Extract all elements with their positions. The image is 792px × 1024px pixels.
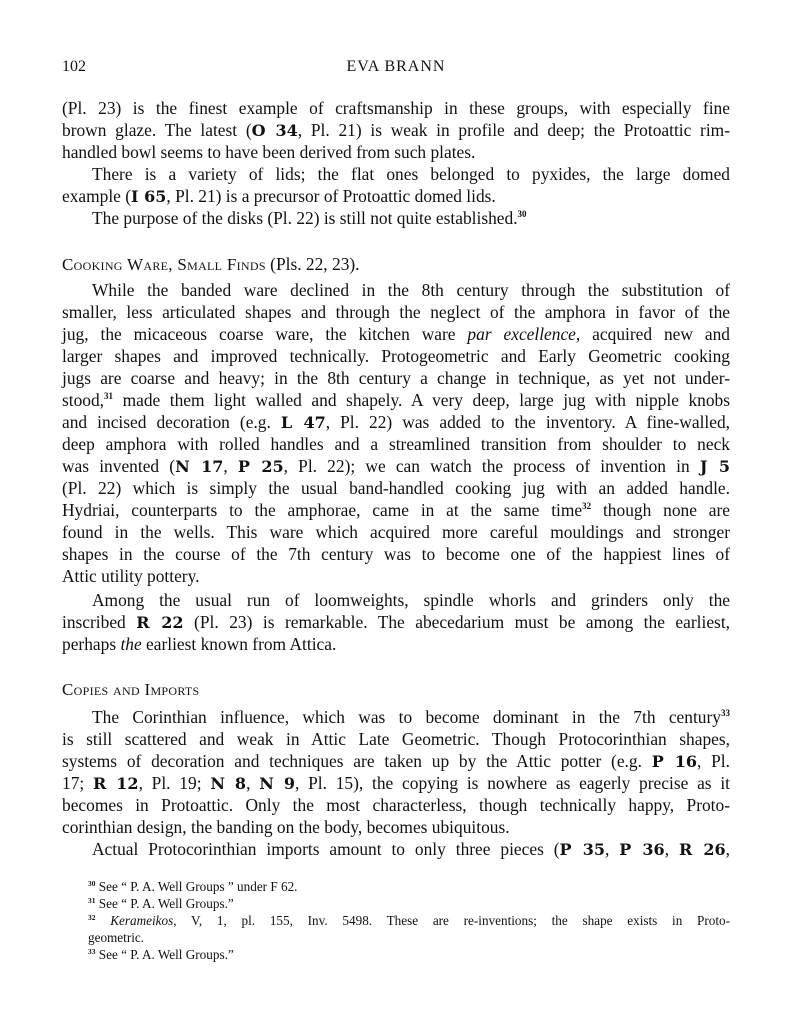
catalog-ref: N 8 bbox=[210, 774, 247, 793]
footnote-marker: 33 bbox=[721, 708, 730, 718]
text-line: corinthian design, the banding on the body, becomes ubiquitous. bbox=[62, 817, 510, 837]
text-line: smaller, less articulated shapes and through the neglect of the amphora in favor of the bbox=[62, 302, 730, 322]
catalog-ref: P 25 bbox=[237, 457, 284, 476]
text-line: is still scattered and weak in Attic Late Geometric. Though Protocorinthian shapes, bbox=[62, 729, 730, 749]
catalog-ref: J 5 bbox=[699, 457, 730, 476]
footnote-32-cont: geometric. bbox=[88, 930, 145, 945]
text-line: stood,$^{31}$ made them light walled and shapely. A very deep, large jug with nipple knobs bbox=[62, 390, 730, 410]
catalog-ref: R 12 bbox=[93, 774, 139, 793]
text-line: The Corinthian influence, which was to become dominant in the 7th century$^{33}$ bbox=[92, 707, 730, 727]
footnote-marker: 30 bbox=[517, 209, 527, 219]
page-number: 102 bbox=[62, 58, 86, 75]
text-line: brown glaze. The latest (O 34, Pl. 21) is weak in profile and deep; the Protoattic rim- bbox=[62, 120, 731, 140]
catalog-ref: P 35 bbox=[559, 840, 605, 859]
text-line: jug, the micaceous coarse ware, the kitchen ware par excellence, acquired new and bbox=[62, 324, 730, 344]
section-heading: Cooking Ware, Small Finds (Pls. 22, 23). bbox=[62, 254, 360, 274]
text-line: Actual Protocorinthian imports amount to only three pieces (P 35, P 36, R 26, bbox=[92, 839, 731, 859]
footnote-31: $^{31}$ See “ P. A. Well Groups.” bbox=[88, 896, 234, 911]
text-line: handled bowl seems to have been derived from such plates. bbox=[62, 142, 476, 162]
text-line: The purpose of the disks (Pl. 22) is still not quite established.$^{30}$ bbox=[92, 208, 527, 228]
text-line: example (I 65, Pl. 21) is a precursor of Protoattic domed lids. bbox=[62, 186, 496, 206]
text-line: deep amphora with rolled handles and a streamlined transition from shoulder to neck bbox=[62, 434, 730, 454]
text-line: (Pl. 22) which is simply the usual band-handled cooking jug with an added handle. bbox=[62, 478, 730, 498]
text-line: shapes in the course of the 7th century was to become one of the happiest lines of bbox=[62, 544, 730, 564]
text-line: There is a variety of lids; the flat ones belonged to pyxides, the large domed bbox=[92, 164, 730, 184]
catalog-ref: N 9 bbox=[259, 774, 295, 793]
catalog-ref: R 26 bbox=[678, 840, 726, 859]
text-line: found in the wells. This ware which acquired more careful mouldings and stronger bbox=[62, 522, 730, 542]
catalog-ref: I 65 bbox=[131, 187, 167, 206]
running-head-author: EVA BRANN bbox=[346, 58, 446, 75]
catalog-ref: R 22 bbox=[136, 613, 184, 632]
text-line: systems of decoration and techniques are taken up by the Attic potter (e.g. P 16, Pl. bbox=[62, 751, 730, 771]
text-line: Among the usual run of loomweights, spindle whorls and grinders only the bbox=[92, 590, 730, 610]
text-line: becomes in Protoattic. Only the most characterless, though technically happy, Proto- bbox=[62, 795, 730, 815]
running-header bbox=[62, 58, 730, 80]
catalog-ref: P 36 bbox=[619, 840, 665, 859]
footnote-marker: 31 bbox=[104, 391, 114, 401]
catalog-ref: O 34 bbox=[251, 121, 298, 140]
text-line: Hydriai, counterparts to the amphorae, came in at the same time$^{32}$ though none are bbox=[62, 500, 730, 520]
catalog-ref: N 17 bbox=[175, 457, 224, 476]
text-line: was invented (N 17, P 25, Pl. 22); we can watch the process of invention in J 5 bbox=[62, 456, 730, 476]
footnote-33: $^{33}$ See “ P. A. Well Groups.” bbox=[88, 947, 234, 962]
text-line: inscribed R 22 (Pl. 23) is remarkable. The abecedarium must be among the earliest, bbox=[62, 612, 730, 632]
catalog-ref: P 16 bbox=[651, 752, 698, 771]
catalog-ref: L 47 bbox=[280, 413, 326, 432]
text-line: Attic utility pottery. bbox=[62, 566, 200, 586]
text-line: and incised decoration (e.g. L 47, Pl. 22) was added to the inventory. A fine-walled, bbox=[62, 412, 730, 432]
section-heading: Copies and Imports bbox=[62, 680, 200, 699]
text-line: While the banded ware declined in the 8th century through the substitution of bbox=[92, 280, 730, 300]
text-line: jugs are coarse and heavy; in the 8th century a change in technique, as yet not under- bbox=[62, 368, 730, 388]
footnote-32: $^{32}$ Kerameikos, V, 1, pl. 155, Inv. 5498. These are re-inventions; the shape exists in Proto- bbox=[88, 913, 731, 928]
footnote-marker: 32 bbox=[582, 501, 592, 511]
text-line: perhaps the earliest known from Attica. bbox=[62, 634, 337, 654]
footnote-30: $^{30}$ See “ P. A. Well Groups ” under F 62. bbox=[88, 879, 298, 894]
text-line: larger shapes and improved technically. Protogeometric and Early Geometric cooking bbox=[62, 346, 730, 366]
text-line: 17; R 12, Pl. 19; N 8, N 9, Pl. 15), the copying is nowhere as eagerly precise as it bbox=[62, 773, 731, 793]
text-line: (Pl. 23) is the finest example of craftsmanship in these groups, with especially fine bbox=[62, 98, 730, 118]
